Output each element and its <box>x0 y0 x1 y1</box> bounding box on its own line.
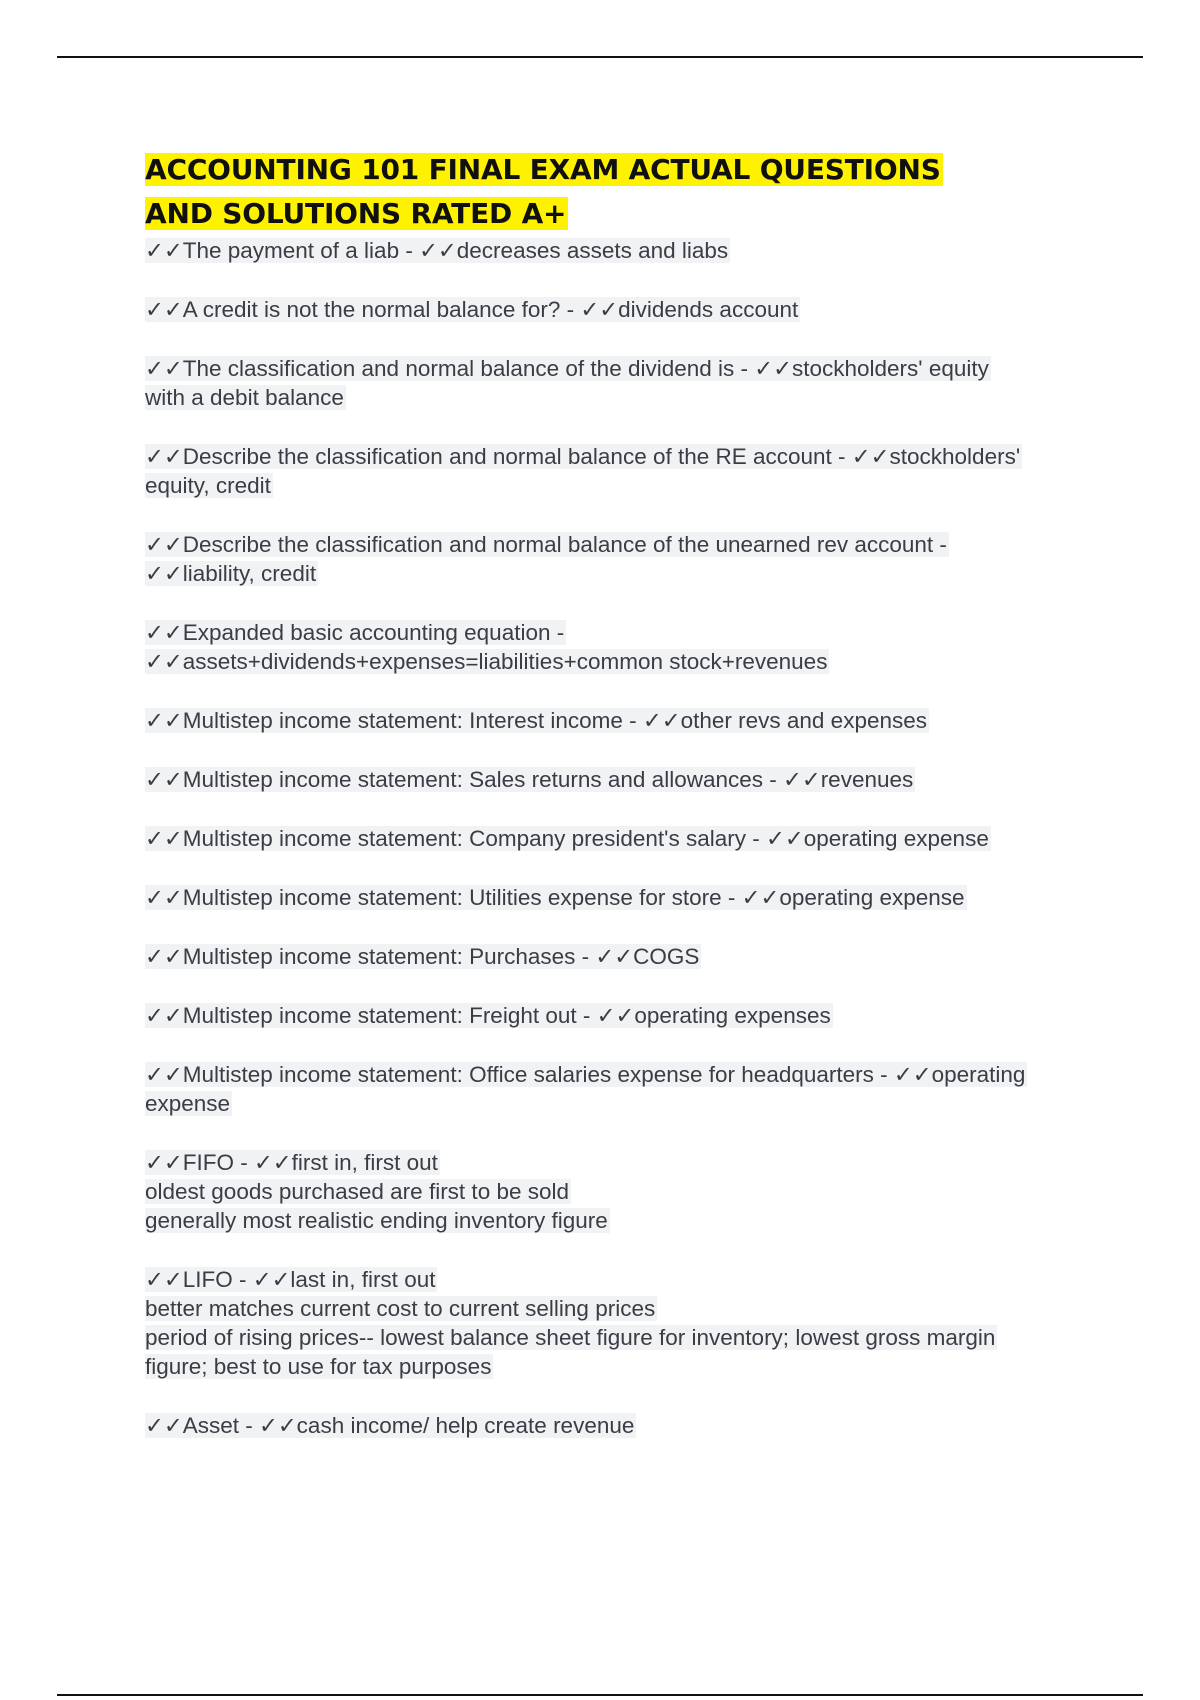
qa-item-text: ✓✓assets+dividends+expenses=liabilities+common stock+revenues <box>145 649 828 674</box>
qa-item-text: ✓✓Multistep income statement: Freight out - ✓✓operating expenses <box>145 1003 831 1028</box>
qa-item-text: ✓✓Multistep income statement: Company president's salary - ✓✓operating expense <box>145 826 989 851</box>
qa-item-question <box>145 883 1095 912</box>
qa-item-text: ✓✓The classification and normal balance of the dividend is - ✓✓stockholders' equity <box>145 356 989 381</box>
qa-item <box>145 442 1095 500</box>
qa-item-line <box>145 1206 1095 1235</box>
qa-item <box>145 1265 1095 1381</box>
qa-item-question <box>145 618 1095 647</box>
qa-item-line <box>145 1323 1095 1352</box>
qa-item <box>145 1001 1095 1030</box>
document-title <box>145 148 1095 236</box>
qa-item-question <box>145 1060 1095 1089</box>
qa-item-text: ✓✓FIFO - ✓✓first in, first out <box>145 1150 438 1175</box>
qa-item-line <box>145 1294 1095 1323</box>
header-rule <box>57 56 1143 58</box>
qa-item-question <box>145 530 1095 559</box>
qa-item-text: ✓✓Multistep income statement: Utilities expense for store - ✓✓operating expense <box>145 885 965 910</box>
qa-list <box>145 236 1095 1440</box>
qa-item-question <box>145 1411 1095 1440</box>
qa-item-text: ✓✓Multistep income statement: Sales returns and allowances - ✓✓revenues <box>145 767 914 792</box>
qa-item-text: with a debit balance <box>145 385 344 410</box>
qa-item <box>145 236 1095 265</box>
qa-item-question <box>145 824 1095 853</box>
qa-item-text: ✓✓Multistep income statement: Office salaries expense for headquarters - ✓✓operating <box>145 1062 1026 1087</box>
qa-item <box>145 618 1095 676</box>
qa-item-text: better matches current cost to current selling prices <box>145 1296 656 1321</box>
document-title-line: ACCOUNTING 101 FINAL EXAM ACTUAL QUESTIONS <box>145 153 941 186</box>
qa-item-question <box>145 1148 1095 1177</box>
qa-item <box>145 824 1095 853</box>
qa-item-line <box>145 1177 1095 1206</box>
qa-item-text: oldest goods purchased are first to be sold <box>145 1179 570 1204</box>
qa-item-text: period of rising prices-- lowest balance sheet figure for inventory; lowest gross margin <box>145 1325 996 1350</box>
qa-item-question <box>145 1001 1095 1030</box>
qa-item-text: equity, credit <box>145 473 271 498</box>
qa-item-text: ✓✓A credit is not the normal balance for? - ✓✓dividends account <box>145 297 799 322</box>
qa-item-line <box>145 1352 1095 1381</box>
qa-item-question <box>145 942 1095 971</box>
qa-item-question <box>145 295 1095 324</box>
qa-item-text: generally most realistic ending inventory figure <box>145 1208 608 1233</box>
qa-item-text: ✓✓Multistep income statement: Interest income - ✓✓other revs and expenses <box>145 708 927 733</box>
qa-item <box>145 354 1095 412</box>
qa-item-line <box>145 471 1095 500</box>
qa-item-question <box>145 765 1095 794</box>
footer-rule <box>57 1694 1143 1696</box>
qa-item <box>145 765 1095 794</box>
qa-item-text: ✓✓Describe the classification and normal balance of the RE account - ✓✓stockholders' <box>145 444 1021 469</box>
qa-item-text: ✓✓Asset - ✓✓cash income/ help create revenue <box>145 1413 635 1438</box>
qa-item-text: ✓✓Describe the classification and normal balance of the unearned rev account - <box>145 532 947 557</box>
qa-item-question <box>145 354 1095 383</box>
qa-item-question <box>145 236 1095 265</box>
qa-item <box>145 706 1095 735</box>
qa-item-text: ✓✓Expanded basic accounting equation - <box>145 620 565 645</box>
qa-item-text: expense <box>145 1091 231 1116</box>
qa-item <box>145 942 1095 971</box>
qa-item-line <box>145 647 1095 676</box>
qa-item-question <box>145 1265 1095 1294</box>
qa-item <box>145 1148 1095 1235</box>
qa-item <box>145 883 1095 912</box>
qa-item <box>145 530 1095 588</box>
qa-item-text: ✓✓The payment of a liab - ✓✓decreases assets and liabs <box>145 238 729 263</box>
document-body <box>145 148 1095 1440</box>
qa-item-line <box>145 559 1095 588</box>
qa-item-text: ✓✓liability, credit <box>145 561 317 586</box>
qa-item <box>145 295 1095 324</box>
qa-item <box>145 1411 1095 1440</box>
qa-item-line <box>145 1089 1095 1118</box>
qa-item-line <box>145 383 1095 412</box>
qa-item-text: figure; best to use for tax purposes <box>145 1354 492 1379</box>
qa-item <box>145 1060 1095 1118</box>
qa-item-text: ✓✓Multistep income statement: Purchases - ✓✓COGS <box>145 944 700 969</box>
qa-item-question <box>145 706 1095 735</box>
qa-item-text: ✓✓LIFO - ✓✓last in, first out <box>145 1267 436 1292</box>
qa-item-question <box>145 442 1095 471</box>
document-title-line: AND SOLUTIONS RATED A+ <box>145 197 567 230</box>
